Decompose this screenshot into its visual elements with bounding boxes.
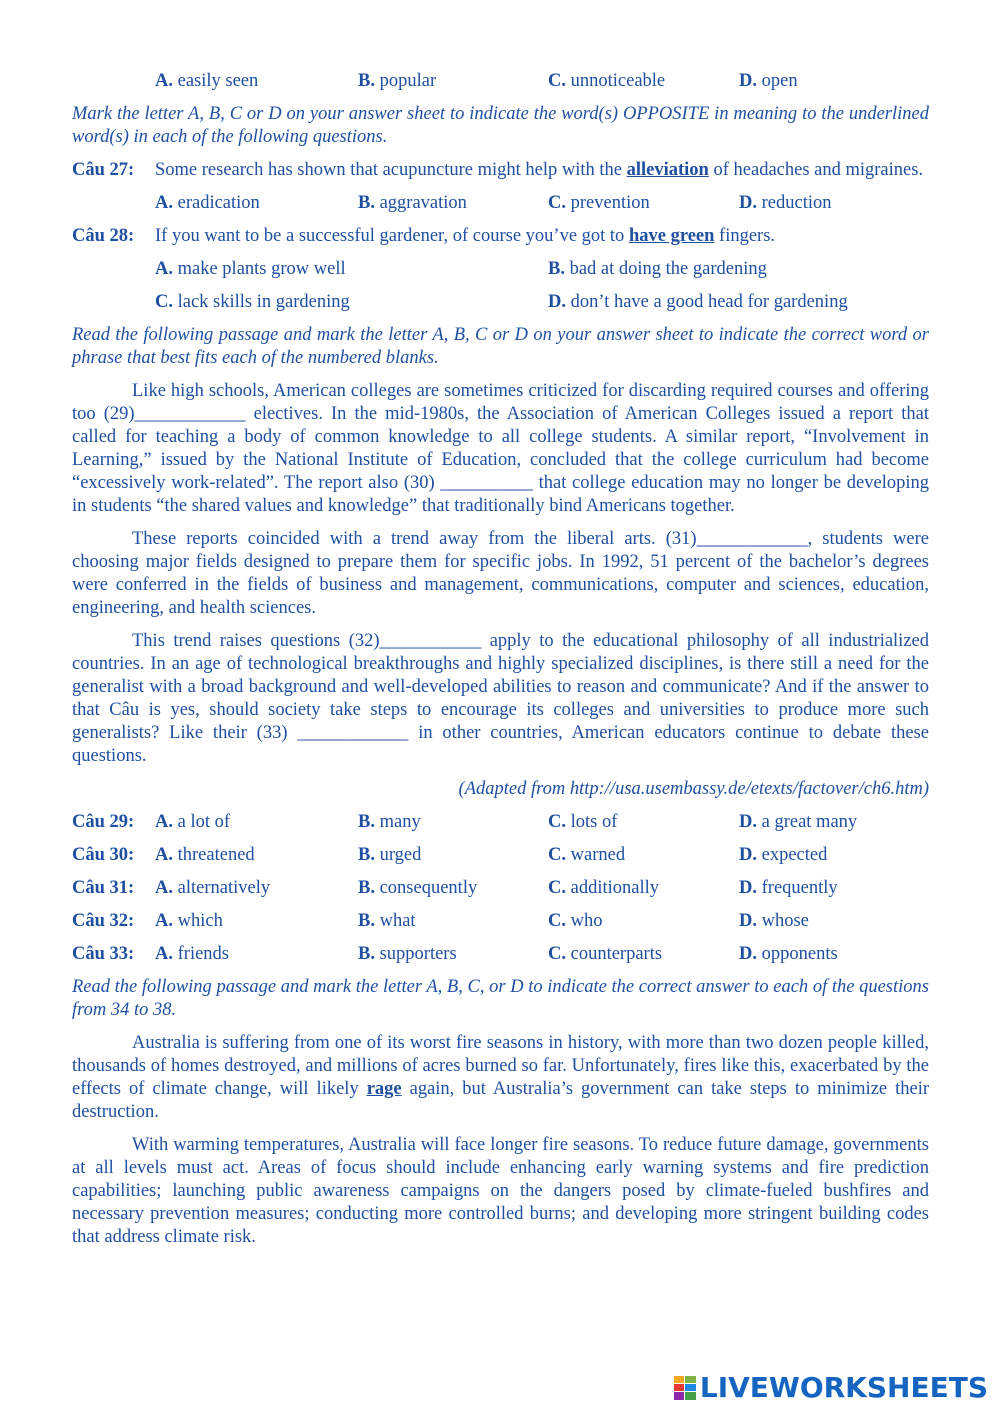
passage1-paragraph: This trend raises questions (32)___________ apply to the educational philosophy of all industrialized countries. In an age of technological breakthroughs and highly specialized disciplines, is there still a need for the generalist with a broad background and well-developed abilities to reason and communicate? And if the answer to that Câu is yes, should society take steps to encourage its colleges and universities to produce more such generalists? Like their (33) ____________ in other countries, American educators continue to debate these questions. — [72, 631, 929, 766]
instruction-passage-1: Read the following passage and mark the letter A, B, C or D on your answer sheet to indicate the correct word or phrase that best fits each of the numbered blanks. — [72, 325, 929, 368]
instruction-opposite: Mark the letter A, B, C or D on your answer sheet to indicate the word(s) OPPOSITE in meaning to the underlined word(s) in each of the following questions. — [72, 104, 929, 147]
question-number: Câu 31: — [72, 878, 135, 898]
question-stem: Some research has shown that acupuncture might help with the alleviation of headaches and migraines. — [155, 160, 924, 180]
question-33 — [72, 943, 929, 966]
underlined-word: rage — [366, 1079, 402, 1099]
option-d[interactable]: D. open — [739, 71, 798, 91]
option-a[interactable]: A. make plants grow well — [155, 259, 346, 279]
logo-icon — [674, 1376, 696, 1400]
worksheet-page — [72, 70, 929, 1259]
option-d[interactable]: D. expected — [739, 845, 828, 865]
passage1-paragraph: These reports coincided with a trend away from the liberal arts. (31)____________, students were choosing major fields designed to prepare them for specific jobs. In 1992, 51 percent of the bachelor’s degrees were conferred in the fields of business and management, communications, computer and sciences, education, engineering, and health sciences. — [72, 529, 929, 618]
passage1-paragraph: Like high schools, American colleges are sometimes criticized for discarding required courses and offering too (29)____________ electives. In the mid-1980s, the Association of American Colleges issued a report that called for teaching a body of common knowledge to all college students. A similar report, “Involvement in Learning,” issued by the National Institute of Education, concluded that the college curriculum had become “excessively work-related”. The report also (30) __________ that college education may no longer be developing in students “the shared values and knowledge” that traditionally bind Americans together. — [72, 381, 929, 516]
q27-options — [72, 192, 929, 215]
question-number: Câu 32: — [72, 911, 135, 931]
option-d[interactable]: D. opponents — [739, 944, 838, 964]
option-d[interactable]: D. frequently — [739, 878, 838, 898]
instruction-passage-2: Read the following passage and mark the letter A, B, C, or D to indicate the correct answer to each of the questions from 34 to 38. — [72, 977, 929, 1020]
option-b[interactable]: B. supporters — [358, 944, 457, 964]
option-b[interactable]: B. what — [358, 911, 416, 931]
question-31 — [72, 877, 929, 900]
question-stem: If you want to be a successful gardener, of course you’ve got to have green fingers. — [155, 226, 776, 246]
question-28 — [72, 225, 929, 248]
source-citation: (Adapted from http://usa.usembassy.de/etexts/factover/ch6.htm) — [458, 779, 929, 799]
option-a[interactable]: A. which — [155, 911, 223, 931]
question-32 — [72, 910, 929, 933]
option-d[interactable]: D. whose — [739, 911, 809, 931]
option-b[interactable]: B. consequently — [358, 878, 478, 898]
logo-text: LIVEWORKSHEETS — [699, 1371, 988, 1404]
option-d[interactable]: D. a great many — [739, 812, 858, 832]
option-b[interactable]: B. many — [358, 812, 421, 832]
q28-options-row2 — [72, 291, 929, 314]
option-c[interactable]: C. lots of — [548, 812, 618, 832]
underlined-word: have green — [628, 226, 715, 246]
q28-options-row1 — [72, 258, 929, 281]
option-c[interactable]: C. who — [548, 911, 603, 931]
question-number: Câu 27: — [72, 160, 135, 180]
option-b[interactable]: B. bad at doing the gardening — [548, 259, 767, 279]
option-c[interactable]: C. counterparts — [548, 944, 663, 964]
option-b[interactable]: B. urged — [358, 845, 422, 865]
option-c[interactable]: C. lack skills in gardening — [155, 292, 350, 312]
option-c[interactable]: C. prevention — [548, 193, 650, 213]
q26-options — [72, 70, 929, 93]
question-number: Câu 30: — [72, 845, 135, 865]
question-29 — [72, 811, 929, 834]
option-c[interactable]: C. additionally — [548, 878, 659, 898]
option-d[interactable]: D. don’t have a good head for gardening — [548, 292, 848, 312]
question-number: Câu 33: — [72, 944, 135, 964]
question-number: Câu 29: — [72, 812, 135, 832]
option-c[interactable]: C. unnoticeable — [548, 71, 666, 91]
passage2-paragraph: With warming temperatures, Australia will face longer fire seasons. To reduce future damage, governments at all levels must act. Areas of focus should include enhancing early warning systems and fire prediction capabilities; launching public awareness campaigns on the dangers posed by climate-fueled bushfires and necessary prevention measures; conducting more controlled burns; and developing more stringent building codes that address climate risk. — [72, 1135, 929, 1247]
option-b[interactable]: B. aggravation — [358, 193, 467, 213]
option-d[interactable]: D. reduction — [739, 193, 832, 213]
option-a[interactable]: A. easily seen — [155, 71, 259, 91]
passage2-paragraph: Australia is suffering from one of its worst fire seasons in history, with more than two dozen people killed, thousands of homes destroyed, and millions of acres burned so far. Unfortunately, fires like this, exacerbated by the effects of climate change, will likely rage again, but Australia’s government can take steps to minimize their destruction. — [72, 1033, 930, 1122]
question-27 — [72, 159, 929, 182]
option-c[interactable]: C. warned — [548, 845, 626, 865]
liveworksheets-logo — [674, 1371, 988, 1404]
option-a[interactable]: A. threatened — [155, 845, 255, 865]
question-30 — [72, 844, 929, 867]
option-a[interactable]: A. alternatively — [155, 878, 271, 898]
option-a[interactable]: A. eradication — [155, 193, 260, 213]
option-b[interactable]: B. popular — [358, 71, 437, 91]
question-number: Câu 28: — [72, 226, 135, 246]
option-a[interactable]: A. friends — [155, 944, 229, 964]
underlined-word: alleviation — [626, 160, 709, 180]
option-a[interactable]: A. a lot of — [155, 812, 231, 832]
